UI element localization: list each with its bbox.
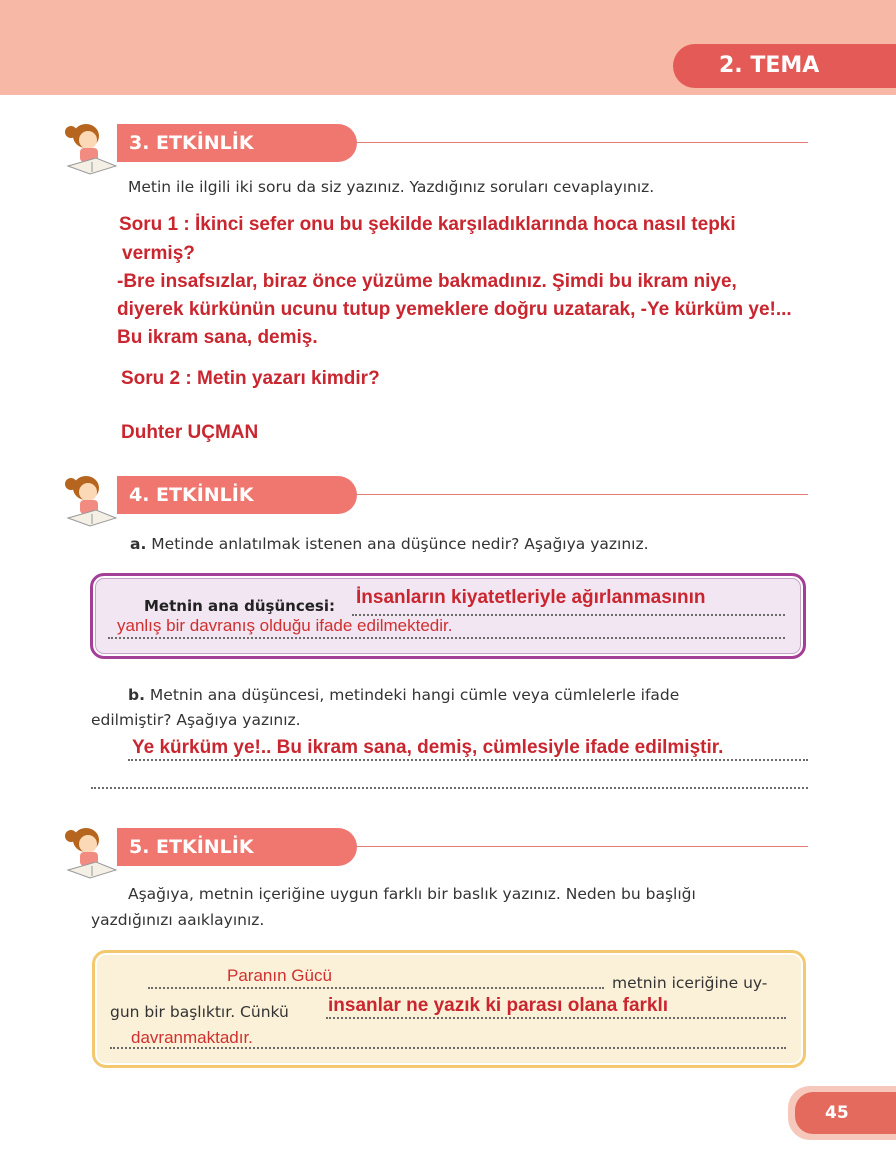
answer-line xyxy=(128,759,808,761)
section-4-title: 4. ETKİNLİK xyxy=(117,476,357,514)
section-3-instruction: Metin ile ilgili iki soru da siz yazınız. Yazdığınız soruları cevaplayınız. xyxy=(128,178,655,196)
box-text-2: gun bir başlıktır. Cünkü xyxy=(110,1003,289,1021)
answer-line xyxy=(148,987,604,989)
reason-answer-2: davranmaktadır. xyxy=(131,1028,253,1047)
theme-badge: 2. TEMA xyxy=(673,44,896,88)
section-4-header xyxy=(62,470,808,530)
main-idea-label: Metnin ana düşüncesi: xyxy=(144,597,335,615)
main-idea-answer-2: yanlış bir davranış olduğu ifade edilmektedir. xyxy=(117,616,453,635)
page-number: 45 xyxy=(795,1092,896,1134)
section-3-header xyxy=(62,118,808,178)
section-5-header xyxy=(62,822,808,882)
section-5-title: 5. ETKİNLİK xyxy=(117,828,357,866)
section-5-instruction-cont: yazdığınızı aaıklayınız. xyxy=(91,911,265,929)
question-b-text-cont: edilmiştir? Aşağıya yazınız. xyxy=(91,711,301,729)
reason-answer-1: insanlar ne yazık ki parası olana farklı xyxy=(328,995,669,1016)
answer-line xyxy=(91,787,808,789)
answer-1-line-1: -Bre insafsızlar, biraz önce yüzüme bakmadınız. Şimdi bu ikram niye, xyxy=(117,271,737,292)
section-3-rule xyxy=(354,142,808,143)
question-b-label: b. xyxy=(128,686,145,704)
answer-2: Duhter UÇMAN xyxy=(121,422,259,443)
box-text-1: metnin iceriğine uy- xyxy=(612,974,768,992)
section-5-instruction: Aşağıya, metnin içeriğine uygun farklı bir baslık yazınız. Neden bu başlığı xyxy=(128,885,696,903)
question-b-text: Metnin ana düşüncesi, metindeki hangi cümle veya cümlelerle ifade xyxy=(149,686,680,704)
question-1-cont: vermiş? xyxy=(122,243,195,264)
girl-reading-icon xyxy=(62,822,124,882)
question-b-answer: Ye kürküm ye!.. Bu ikram sana, demiş, cümlesiyle ifade edilmiştir. xyxy=(132,737,724,758)
answer-line xyxy=(108,637,785,639)
section-4-rule xyxy=(354,494,808,495)
girl-reading-icon xyxy=(62,470,124,530)
section-5-rule xyxy=(354,846,808,847)
answer-1-line-2: diyerek kürkünün ucunu tutup yemeklere doğru uzatarak, -Ye kürküm ye!... xyxy=(117,299,792,320)
question-2: Soru 2 : Metin yazarı kimdir? xyxy=(121,368,380,389)
main-idea-answer-1: İnsanların kiyatetleriyle ağırlanmasının xyxy=(356,587,706,608)
answer-1-line-3: Bu ikram sana, demiş. xyxy=(117,327,318,348)
question-1: Soru 1 : İkinci sefer onu bu şekilde karşıladıklarında hoca nasıl tepki xyxy=(119,214,736,235)
section-4-question-a xyxy=(130,535,649,553)
girl-reading-icon xyxy=(62,118,124,178)
section-3-title: 3. ETKİNLİK xyxy=(117,124,357,162)
section-4-question-b xyxy=(128,686,679,704)
question-a-label: a. xyxy=(130,535,147,553)
title-answer: Paranın Gücü xyxy=(227,966,332,985)
answer-line xyxy=(326,1017,786,1019)
question-a-text: Metinde anlatılmak istenen ana düşünce nedir? Aşağıya yazınız. xyxy=(151,535,649,553)
